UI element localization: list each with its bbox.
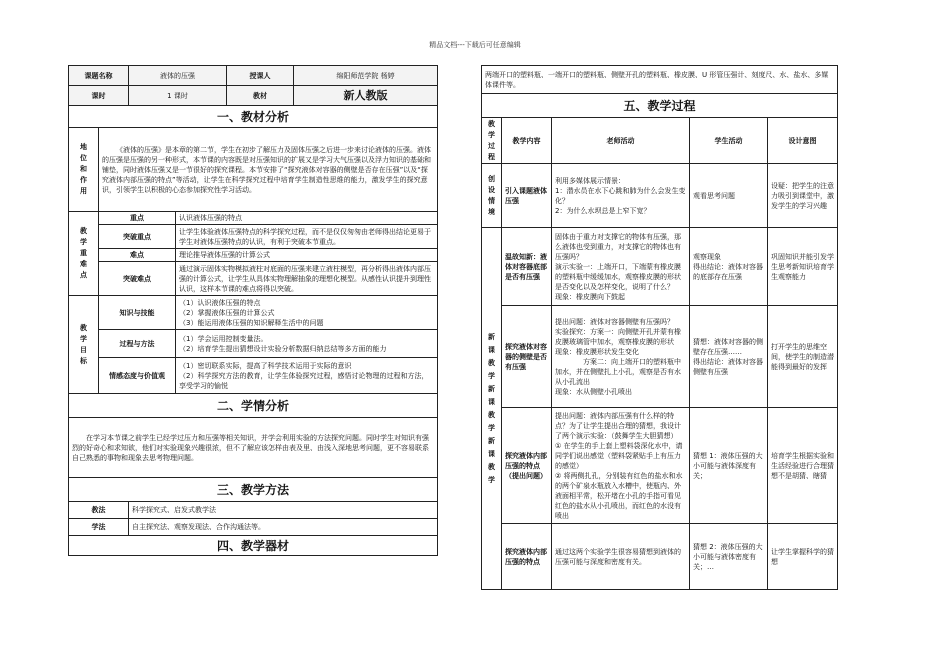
row-design-intent: 巩固知识并能引发学生思考新知识培育学生观察能力 xyxy=(768,228,838,306)
learning-method-text: 自主探究法、观察发现法、合作沟通法等。 xyxy=(129,519,438,536)
key-points-label: 教 学 重 难 点 xyxy=(69,212,99,296)
break-difficulty-label: 突破难点 xyxy=(99,262,176,296)
row-student-activity: 观看思考问题 xyxy=(690,164,768,228)
section-title-textbook-analysis: 一、教材分析 xyxy=(69,106,438,128)
stage-create-context: 创 设 情 境 xyxy=(482,164,502,228)
goal-process-text: （1）学会运用控制变量法。 （2）培育学生提出猜想设计实验分析数据归纳总结等多方面的能力 xyxy=(176,330,438,358)
section-title-teaching-process: 五、教学过程 xyxy=(482,94,838,118)
header-content: 教学内容 xyxy=(502,118,552,164)
class-hours-label: 课时 xyxy=(69,86,129,106)
row-student-activity: 猜想：液体对容器的侧壁存在压强…… 得出结论：液体对容器侧壁有压强 xyxy=(690,306,768,408)
teaching-method-text: 科学探究式、启发式教学法 xyxy=(129,502,438,519)
course-name-value: 液体的压强 xyxy=(129,66,227,86)
section-title-teaching-methods: 三、教学方法 xyxy=(69,478,438,502)
row-design-intent: 设疑：把学生的注意力吸引到课堂中，激发学生的学习兴趣 xyxy=(768,164,838,228)
row-content: 探究液体内部压强的特点（提出问题） xyxy=(502,408,552,524)
row-design-intent: 培育学生根据实验和生活经验进行合理猜想不是胡猜、瞎猜 xyxy=(768,408,838,524)
goal-knowledge-text: （1）认识液体压强的特点 （2）掌握液体压强的计算公式 （3）能运用液体压强的知识解释生活中的问题 xyxy=(176,296,438,330)
row-teacher-activity: 提出问题：液体对容器侧壁有压强吗？ 实验探究：方案一：向侧壁开孔并蒙有橡皮膜玻璃管中加水，观察橡皮膜的形状 现象：橡皮膜形状发生变化 方案二：向上端开口的塑料瓶中加水，并在侧壁扎上小孔，观察是否有水从小孔流出 现象：水从侧壁小孔喷出 xyxy=(552,306,690,408)
row-content: 引入课题液体压强 xyxy=(502,164,552,228)
row-content: 探究液体内部压强的特点 xyxy=(502,524,552,590)
equipment-text: 两端开口的塑料瓶、一端开口的塑料瓶、侧壁开孔的塑料瓶、橡皮膜、U 形管压强计、刻度尺、水、盐水、多媒体课件等。 xyxy=(482,66,838,94)
section-title-student-analysis: 二、学情分析 xyxy=(69,394,438,418)
row-content: 探究液体对容器的侧壁是否有压强 xyxy=(502,306,552,408)
row-student-activity: 猜想 2：液体压强的大小可能与液体密度有关；… xyxy=(690,524,768,590)
key-point-label: 重点 xyxy=(99,212,176,225)
position-role-label: 地 位 和 作 用 xyxy=(69,128,99,212)
row-content: 温故知新：液体对容器底部是否有压强 xyxy=(502,228,552,306)
header-intent: 设计意图 xyxy=(768,118,838,164)
course-name-label: 课题名称 xyxy=(69,66,129,86)
left-page-table xyxy=(68,65,438,556)
key-point-text: 认识液体压强的特点 xyxy=(176,212,438,225)
watermark-text: 精品文档---下载后可任意编辑 xyxy=(429,41,521,49)
row-teacher-activity: 利用多媒体展示情景： 1：潜水员在水下心跳和肺为什么会发生变化？ 2：为什么水坝总是上窄下宽？ xyxy=(552,164,690,228)
goal-attitude-text: （1）密切联系实际，提高了科学技术运用于实际的意识 （2）科学探究方法的教育，让学生体验探究过程，感悟讨论物理的过程和方法，享受学习的愉悦 xyxy=(176,358,438,394)
row-student-activity: 猜想 1：液体压强的大小可能与液体深度有关； xyxy=(690,408,768,524)
teaching-goals-label: 教 学 目 标 xyxy=(69,296,99,394)
row-teacher-activity: 通过这两个实验学生很容易猜想到液体的压强可能与深度和密度有关。 xyxy=(552,524,690,590)
header-stage: 教 学 过 程 xyxy=(482,118,502,164)
teacher-value: 绵阳师范学院 杨婷 xyxy=(294,66,438,86)
break-key-point-text: 让学生体验液体压强特点的科学探究过程，而不是仅仅匆匆由老师得出结论更易于学生对液体压强特点的认识，有利于突破本节重点。 xyxy=(176,225,438,249)
difficulty-label: 难点 xyxy=(99,249,176,262)
row-student-activity: 观察现象 得出结论：液体对容器的底部存在压强 xyxy=(690,228,768,306)
class-hours-value: 1 课时 xyxy=(129,86,227,106)
section-title-equipment: 四、教学器材 xyxy=(69,536,438,556)
difficulty-text: 理论推导液体压强的计算公式 xyxy=(176,249,438,262)
textbook-value: 新人教版 xyxy=(294,86,438,106)
right-page-table xyxy=(481,65,838,590)
header-teacher: 老师活动 xyxy=(552,118,690,164)
teacher-label: 授课人 xyxy=(227,66,294,86)
row-design-intent: 打开学生的思维空间，使学生的制造潜能得到最好的发挥 xyxy=(768,306,838,408)
textbook-label: 教材 xyxy=(227,86,294,106)
goal-process-label: 过程与方法 xyxy=(99,330,176,358)
goal-knowledge-label: 知识与技能 xyxy=(99,296,176,330)
goal-attitude-label: 情感态度与价值观 xyxy=(99,358,176,394)
row-teacher-activity: 提出问题：液体内部压强有什么样的特点？为了让学生提出合理的猜想，我设计了两个演示实验：（鼓舞学生大胆猜想） ① 在学生的手上套上塑料袋深化水中，请同学们说出感觉（塑料袋紧贴手上有压力的感觉） ② 将两侧扎孔，分别装有红色的盐水和水的两个矿泉水瓶放入水槽中，使瓶内、外液面相平常，松开堵在小孔的手指可看见红色的盐水从小孔喷出，而红色的水没有喷出 xyxy=(552,408,690,524)
teaching-method-label: 教法 xyxy=(69,502,129,519)
break-key-point-label: 突破重点 xyxy=(99,225,176,249)
learning-method-label: 学法 xyxy=(69,519,129,536)
position-role-text: 《液体的压强》是本章的第二节，学生在初步了解压力及固体压强之后进一步来讨论液体的压强。液体的压强是压强的另一种形式，本节课的内容既是对压强知识的扩展又是学习大气压强以及浮力知识的基础和铺垫，同时液体压强又是一节很好的探究课程。本节安排了“探究液体对容器的侧壁是否存在压强”以及“探究液体内部压强的特点”等活动，让学生在科学探究过程中培育学生制造性思维的能力，激发学生的探究意识，引领学生以积极的心态参加探究性学习活动。 xyxy=(99,128,438,212)
stage-new-lesson: 新 课 教 学 新 课 教 学 新 课 教 学 xyxy=(482,228,502,590)
break-difficulty-text: 通过演示固体实物模拟液柱对底面的压强来建立液柱模型，再分析得出液体内部压强的计算公式，让学生从具体实物理解抽象的理想化模型。从感性认识提升到理性认识，这样本节课的难点将得以突破。 xyxy=(176,262,438,296)
header-student: 学生活动 xyxy=(690,118,768,164)
row-teacher-activity: 固体由于重力对支撑它的物体有压强，那么液体也受到重力，对支撑它的物体也有压强吗？ 演示实验一：上端开口，下端蒙有橡皮膜的塑料瓶中缓缓加水，观察橡皮膜的形状是否变化以及怎样变化，说明了什么？ 现象：橡皮膜向下鼓起 xyxy=(552,228,690,306)
student-analysis-text: 在学习本节课之前学生已经学过压力和压强等相关知识，并学会利用实验的方法探究问题。同时学生对知识有强烈的好奇心和求知欲，他们对实验现象兴趣很浓，但不了解应该怎样由表及里、由浅入深地思考问题，更不容易联系自己熟悉的事物和现象去思考物理问题。 xyxy=(69,418,438,478)
row-design-intent: 让学生掌握科学的猜想 xyxy=(768,524,838,590)
